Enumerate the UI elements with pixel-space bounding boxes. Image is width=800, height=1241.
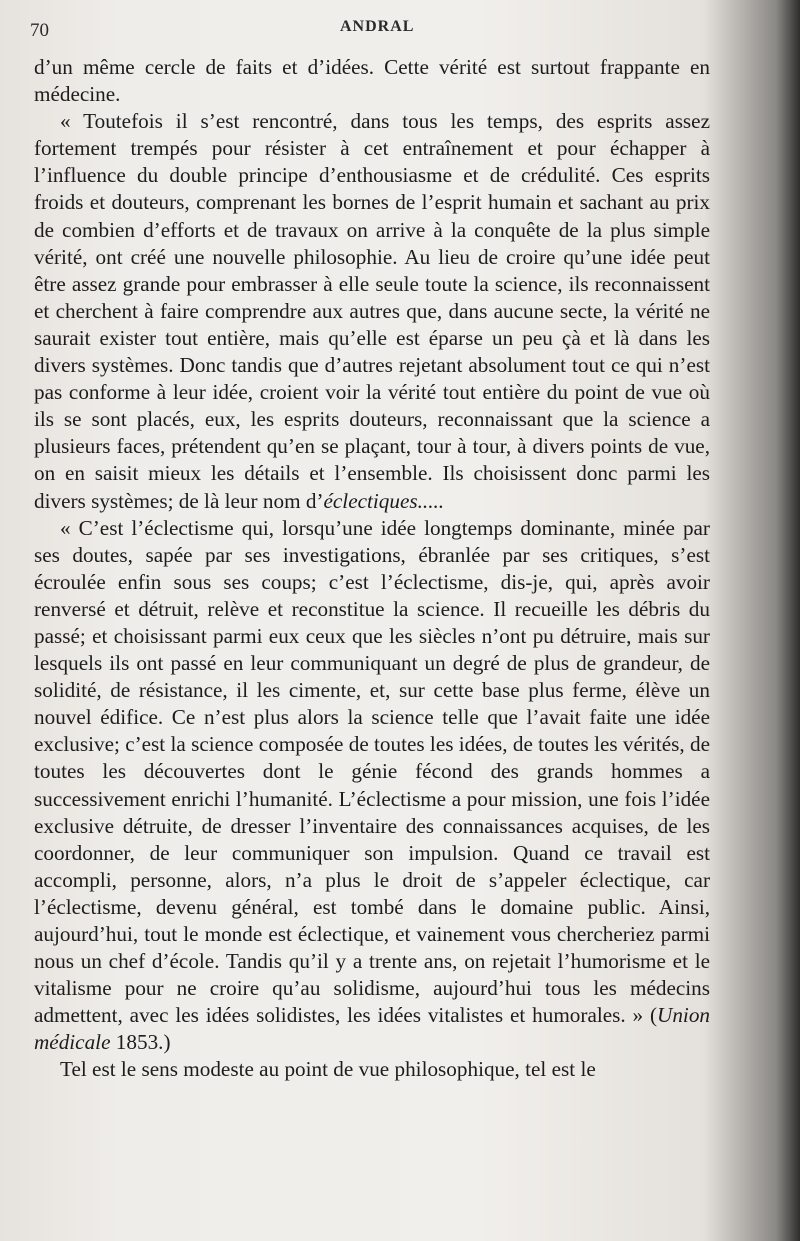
paragraph-1 bbox=[34, 54, 710, 108]
paragraph-2-italic: éclectiques..... bbox=[323, 488, 445, 513]
paragraph-3-tail: 1853.) bbox=[110, 1030, 171, 1055]
body-text bbox=[34, 54, 710, 1084]
paragraph-2-text: « Toutefois il s’est rencontré, dans tous les temps, des esprits assez fortement trempés pour résister à cet entraînement et pour échapper à l’influence du double principe d’enthousiasme et de crédulité. Ces esprits froids et douteurs, comprenant les bornes de l’esprit humain et sachant au prix de combien d’efforts et de travaux on arrive à la conquête de la plus simple vérité, ont créé une nouvelle philosophie. Au lieu de croire qu’une idée peut être assez grande pour embrasser à elle seule toute la science, ils reconnaissent et cherchent à faire comprendre aux autres que, dans aucune secte, la vérité ne saurait exister tout entière, mais qu’elle est éparse un peu çà et là dans les divers systèmes. Donc tandis que d’autres rejetant absolument tout ce qui n’est pas conforme à leur idée, croient voir la vérité tout entière du point de vue où ils se sont placés, eux, les esprits douteurs, reconnaissant que la science a plusieurs faces, prétendent qu’en se plaçant, tour à tour, à divers points de vue, on en saisit mieux les détails et l’ensemble. Ils choisissent donc parmi les divers systèmes; de là leur nom d’ bbox=[34, 109, 710, 513]
paragraph-3-text: « C’est l’éclectisme qui, lorsqu’une idée longtemps dominante, minée par ses doutes, sapée par ses investigations, ébranlée par ses critiques, s’est écroulée enfin sous ses coups; c’est l’éclectisme, dis-je, qui, après avoir renversé et détruit, relève et reconstitue la science. Il recueille les débris du passé; et choisissant parmi eux ceux que les siècles n’ont pu détruire, mais sur lesquels ils ont passé en leur communiquant un degré de plus de grandeur, de solidité, de résistance, il les cimente, et, sur cette base plus ferme, élève un nouvel édifice. Ce n’est plus alors la science telle que l’avait faite une idée exclusive; c’est la science composée de toutes les idées, de toutes les vérités, de toutes les découvertes dont le génie fécond des grands hommes a successivement enrichi l’humanité. L’éclectisme a pour mission, une fois l’idée exclusive détruite, de dresser l’inventaire des connaissances acquises, de les coordonner, de leur communiquer son impulsion. Quand ce travail est accompli, personne, alors, n’a plus le droit de s’appeler éclectique, car l’éclectisme, devenu général, est tombé dans le domaine public. Ainsi, aujourd’hui, tout le monde est éclectique, et vainement vous chercheriez parmi nous un chef d’école. Tandis qu’il y a trente ans, on rejetait l’humorisme et le vitalisme pour ne croire qu’au solidisme, aujourd’hui tous les médecins admettent, avec les idées solidistes, les idées vitalistes et humorales. » ( bbox=[34, 515, 710, 1028]
paragraph-2 bbox=[34, 108, 710, 514]
paragraph-3-italic: Union médicale bbox=[34, 1003, 710, 1055]
page-header bbox=[30, 16, 710, 46]
paragraph-1-text: d’un même cercle de faits et d’idées. Cette vérité est surtout frappante en médecine. bbox=[34, 55, 710, 107]
running-head: ANDRAL bbox=[340, 18, 415, 35]
paragraph-4-text: Tel est le sens modeste au point de vue philosophique, tel est le bbox=[60, 1057, 596, 1082]
paragraph-4 bbox=[34, 1056, 710, 1083]
paragraph-3 bbox=[34, 515, 710, 1057]
page-number: 70 bbox=[30, 20, 49, 41]
